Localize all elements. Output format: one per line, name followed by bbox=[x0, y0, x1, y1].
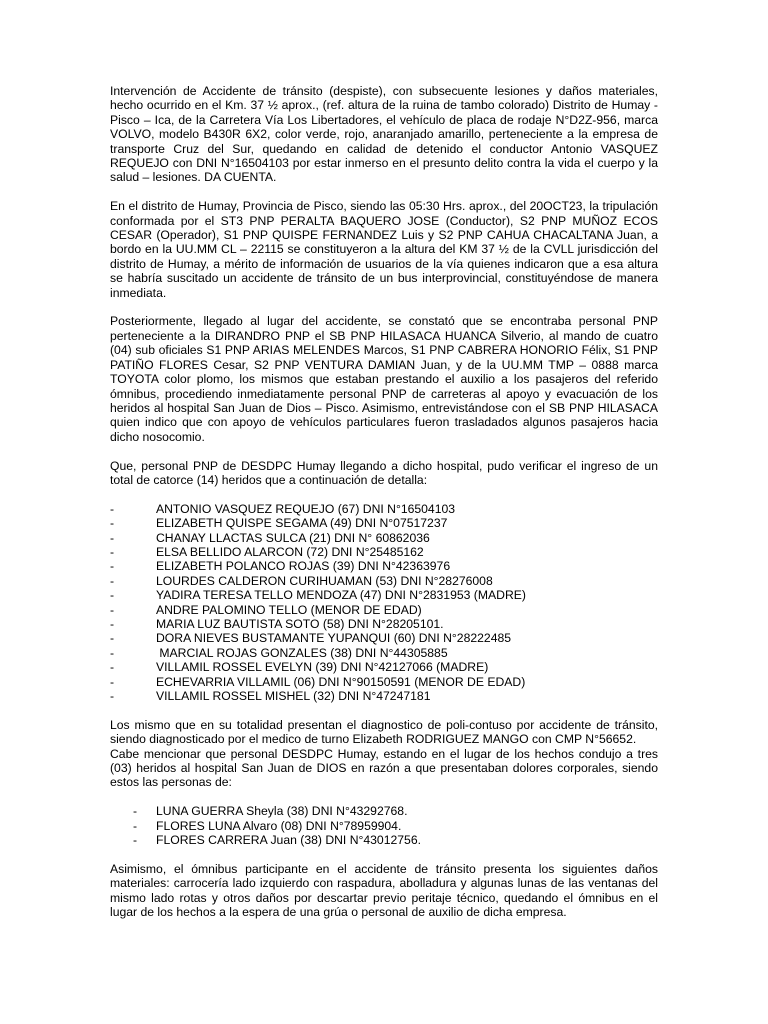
list-item-text: ELIZABETH QUISPE SEGAMA (49) DNI N°07517237 bbox=[156, 516, 448, 531]
document-page bbox=[110, 84, 658, 934]
list-item-text: LOURDES CALDERON CURIHUAMAN (53) DNI N°28276008 bbox=[156, 573, 493, 588]
list-item bbox=[110, 804, 658, 818]
list-item bbox=[110, 675, 658, 689]
list-item bbox=[110, 617, 658, 631]
list-item bbox=[110, 689, 658, 703]
list-item-text: FLORES LUNA Alvaro (08) DNI N°78959904. bbox=[156, 818, 402, 833]
list-dash: - bbox=[110, 602, 115, 617]
list-item bbox=[110, 646, 658, 660]
list-dash: - bbox=[110, 631, 115, 646]
list-dash: - bbox=[133, 804, 138, 819]
injured-list bbox=[110, 502, 658, 704]
paragraph-scene: Posteriormente, llegado al lugar del accidente, se constató que se encontraba personal PNP perteneciente a la DIRANDRO PNP el SB PNP HILASACA HUANCA Silverio, al mando de cuatro (04) sub oficiales S1 PNP ARIAS MELENDES Marcos, S1 PNP CABRERA HONORIO Félix, S1 PNP PATIÑO FLORES Cesar, S2 PNP VENTURA DAMIAN Juan, y de la UU.MM TMP – 0888 marca TOYOTA color plomo, los mismos que estaban prestando el auxilio a los pasajeros del referido ómnibus, procediendo inmediatamente personal PNP de carreteras al apoyo y evacuación de los heridos al hospital San Juan de Dios – Pisco. Asimismo, entrevistándose con el SB PNP HILASACA quien indico que con apoyo de vehículos particulares fueron trasladados algunos pasajeros hacia dicho nosocomio. bbox=[110, 314, 658, 444]
transported-list bbox=[110, 804, 658, 847]
list-dash: - bbox=[110, 516, 115, 531]
list-dash: - bbox=[110, 645, 115, 660]
list-item bbox=[110, 559, 658, 573]
list-item-text: VILLAMIL ROSSEL MISHEL (32) DNI N°47247181 bbox=[156, 689, 431, 703]
list-item bbox=[110, 819, 658, 833]
list-item-text: YADIRA TERESA TELLO MENDOZA (47) DNI N°2831953 (MADRE) bbox=[156, 588, 526, 603]
list-item bbox=[110, 516, 658, 530]
list-item bbox=[110, 545, 658, 559]
paragraph-hospital: Que, personal PNP de DESDPC Humay llegando a dicho hospital, pudo verificar el ingreso de un total de catorce (14) heridos que a continuación de detalla: bbox=[110, 458, 658, 487]
list-item-text: DORA NIEVES BUSTAMANTE YUPANQUI (60) DNI N°28222485 bbox=[156, 631, 512, 646]
list-item-text: ANTONIO VASQUEZ REQUEJO (67) DNI N°16504103 bbox=[156, 501, 456, 516]
list-item bbox=[110, 603, 658, 617]
paragraph-diagnosis: Los mismo que en su totalidad presentan el diagnostico de poli-contuso por accidente de tránsito, siendo diagnosticado por el medico de turno Elizabeth RODRIGUEZ MANGO con CMP N°56652. bbox=[110, 717, 658, 747]
list-item-text: MARCIAL ROJAS GONZALES (38) DNI N°44305885 bbox=[156, 645, 448, 660]
list-dash: - bbox=[110, 530, 115, 545]
list-item-text: CHANAY LLACTAS SULCA (21) DNI N° 60862036 bbox=[156, 530, 430, 545]
list-dash: - bbox=[133, 818, 138, 833]
list-dash: - bbox=[110, 689, 115, 703]
list-dash: - bbox=[110, 573, 115, 588]
list-item bbox=[110, 574, 658, 588]
list-dash: - bbox=[110, 616, 115, 631]
list-dash: - bbox=[110, 660, 115, 675]
list-item-text: ANDRE PALOMINO TELLO (MENOR DE EDAD) bbox=[156, 602, 422, 617]
list-item-text: MARIA LUZ BAUTISTA SOTO (58) DNI N°28205101. bbox=[156, 616, 444, 631]
list-item-text: LUNA GUERRA Sheyla (38) DNI N°43292768. bbox=[156, 804, 408, 819]
list-item bbox=[110, 660, 658, 674]
list-dash: - bbox=[110, 501, 115, 516]
list-item bbox=[110, 833, 658, 847]
list-item-text: VILLAMIL ROSSEL EVELYN (39) DNI N°42127066 (MADRE) bbox=[156, 660, 489, 675]
paragraph-damages: Asimismo, el ómnibus participante en el accidente de tránsito presenta los siguientes daños materiales: carrocería lado izquierdo con raspadura, abolladura y algunas lunas de las ventanas del mismo lado rotas y otros daños por descartar previo peritaje técnico, quedando el ómnibus en el lugar de los hechos a la espera de una grúa o personal de auxilio de dicha empresa. bbox=[110, 861, 658, 920]
list-dash: - bbox=[110, 588, 115, 603]
list-item-text: FLORES CARRERA Juan (38) DNI N°43012756. bbox=[156, 833, 421, 848]
paragraph-summary: Intervención de Accidente de tránsito (despiste), con subsecuente lesiones y daños materiales, hecho ocurrido en el Km. 37 ½ aprox., (ref. altura de la ruina de tambo colorado) Distrito de Humay - Pisco – Ica, de la Carretera Vía Los Libertadores, el vehículo de placa de rodaje N°D2Z-956, marca VOLVO, modelo B430R 6X2, color verde, rojo, anaranjado amarillo, perteneciente a la empresa de transporte Cruz del Sur, quedando en calidad de detenido el conductor Antonio VASQUEZ REQUEJO con DNI N°16504103 por estar inmerso en el presunto delito contra la vida el cuerpo y la salud – lesiones. DA CUENTA. bbox=[110, 84, 658, 185]
list-dash: - bbox=[110, 559, 115, 574]
list-item-text: ELSA BELLIDO ALARCON (72) DNI N°25485162 bbox=[156, 544, 424, 559]
list-item-text: ELIZABETH POLANCO ROJAS (39) DNI N°42363976 bbox=[156, 559, 451, 574]
list-item bbox=[110, 531, 658, 545]
list-dash: - bbox=[133, 833, 138, 848]
list-item-text: ECHEVARRIA VILLAMIL (06) DNI N°90150591 (MENOR DE EDAD) bbox=[156, 674, 526, 689]
list-item bbox=[110, 631, 658, 645]
paragraph-transport: Cabe mencionar que personal DESDPC Humay, estando en el lugar de los hechos condujo a tres (03) heridos al hospital San Juan de DIOS en razón a que presentaban dolores corporales, siendo estos las personas de: bbox=[110, 746, 658, 790]
list-item bbox=[110, 502, 658, 516]
list-dash: - bbox=[110, 544, 115, 559]
paragraph-arrival: En el distrito de Humay, Provincia de Pisco, siendo las 05:30 Hrs. aprox., del 20OCT23, la tripulación conformada por el ST3 PNP PERALTA BAQUERO JOSE (Conductor), S2 PNP MUÑOZ ECOS CESAR (Operador), S1 PNP QUISPE FERNANDEZ Luis y S2 PNP CAHUA CHACALTANA Juan, a bordo en la UU.MM CL – 22115 se constituyeron a la altura del KM 37 ½ de la CVLL jurisdicción del distrito de Humay, a mérito de información de usuarios de la vía quienes indicaron que a esa altura se habría suscitado un accidente de tránsito de un bus interprovincial, constituyéndose de manera inmediata. bbox=[110, 199, 658, 300]
list-dash: - bbox=[110, 674, 115, 689]
list-item bbox=[110, 588, 658, 602]
